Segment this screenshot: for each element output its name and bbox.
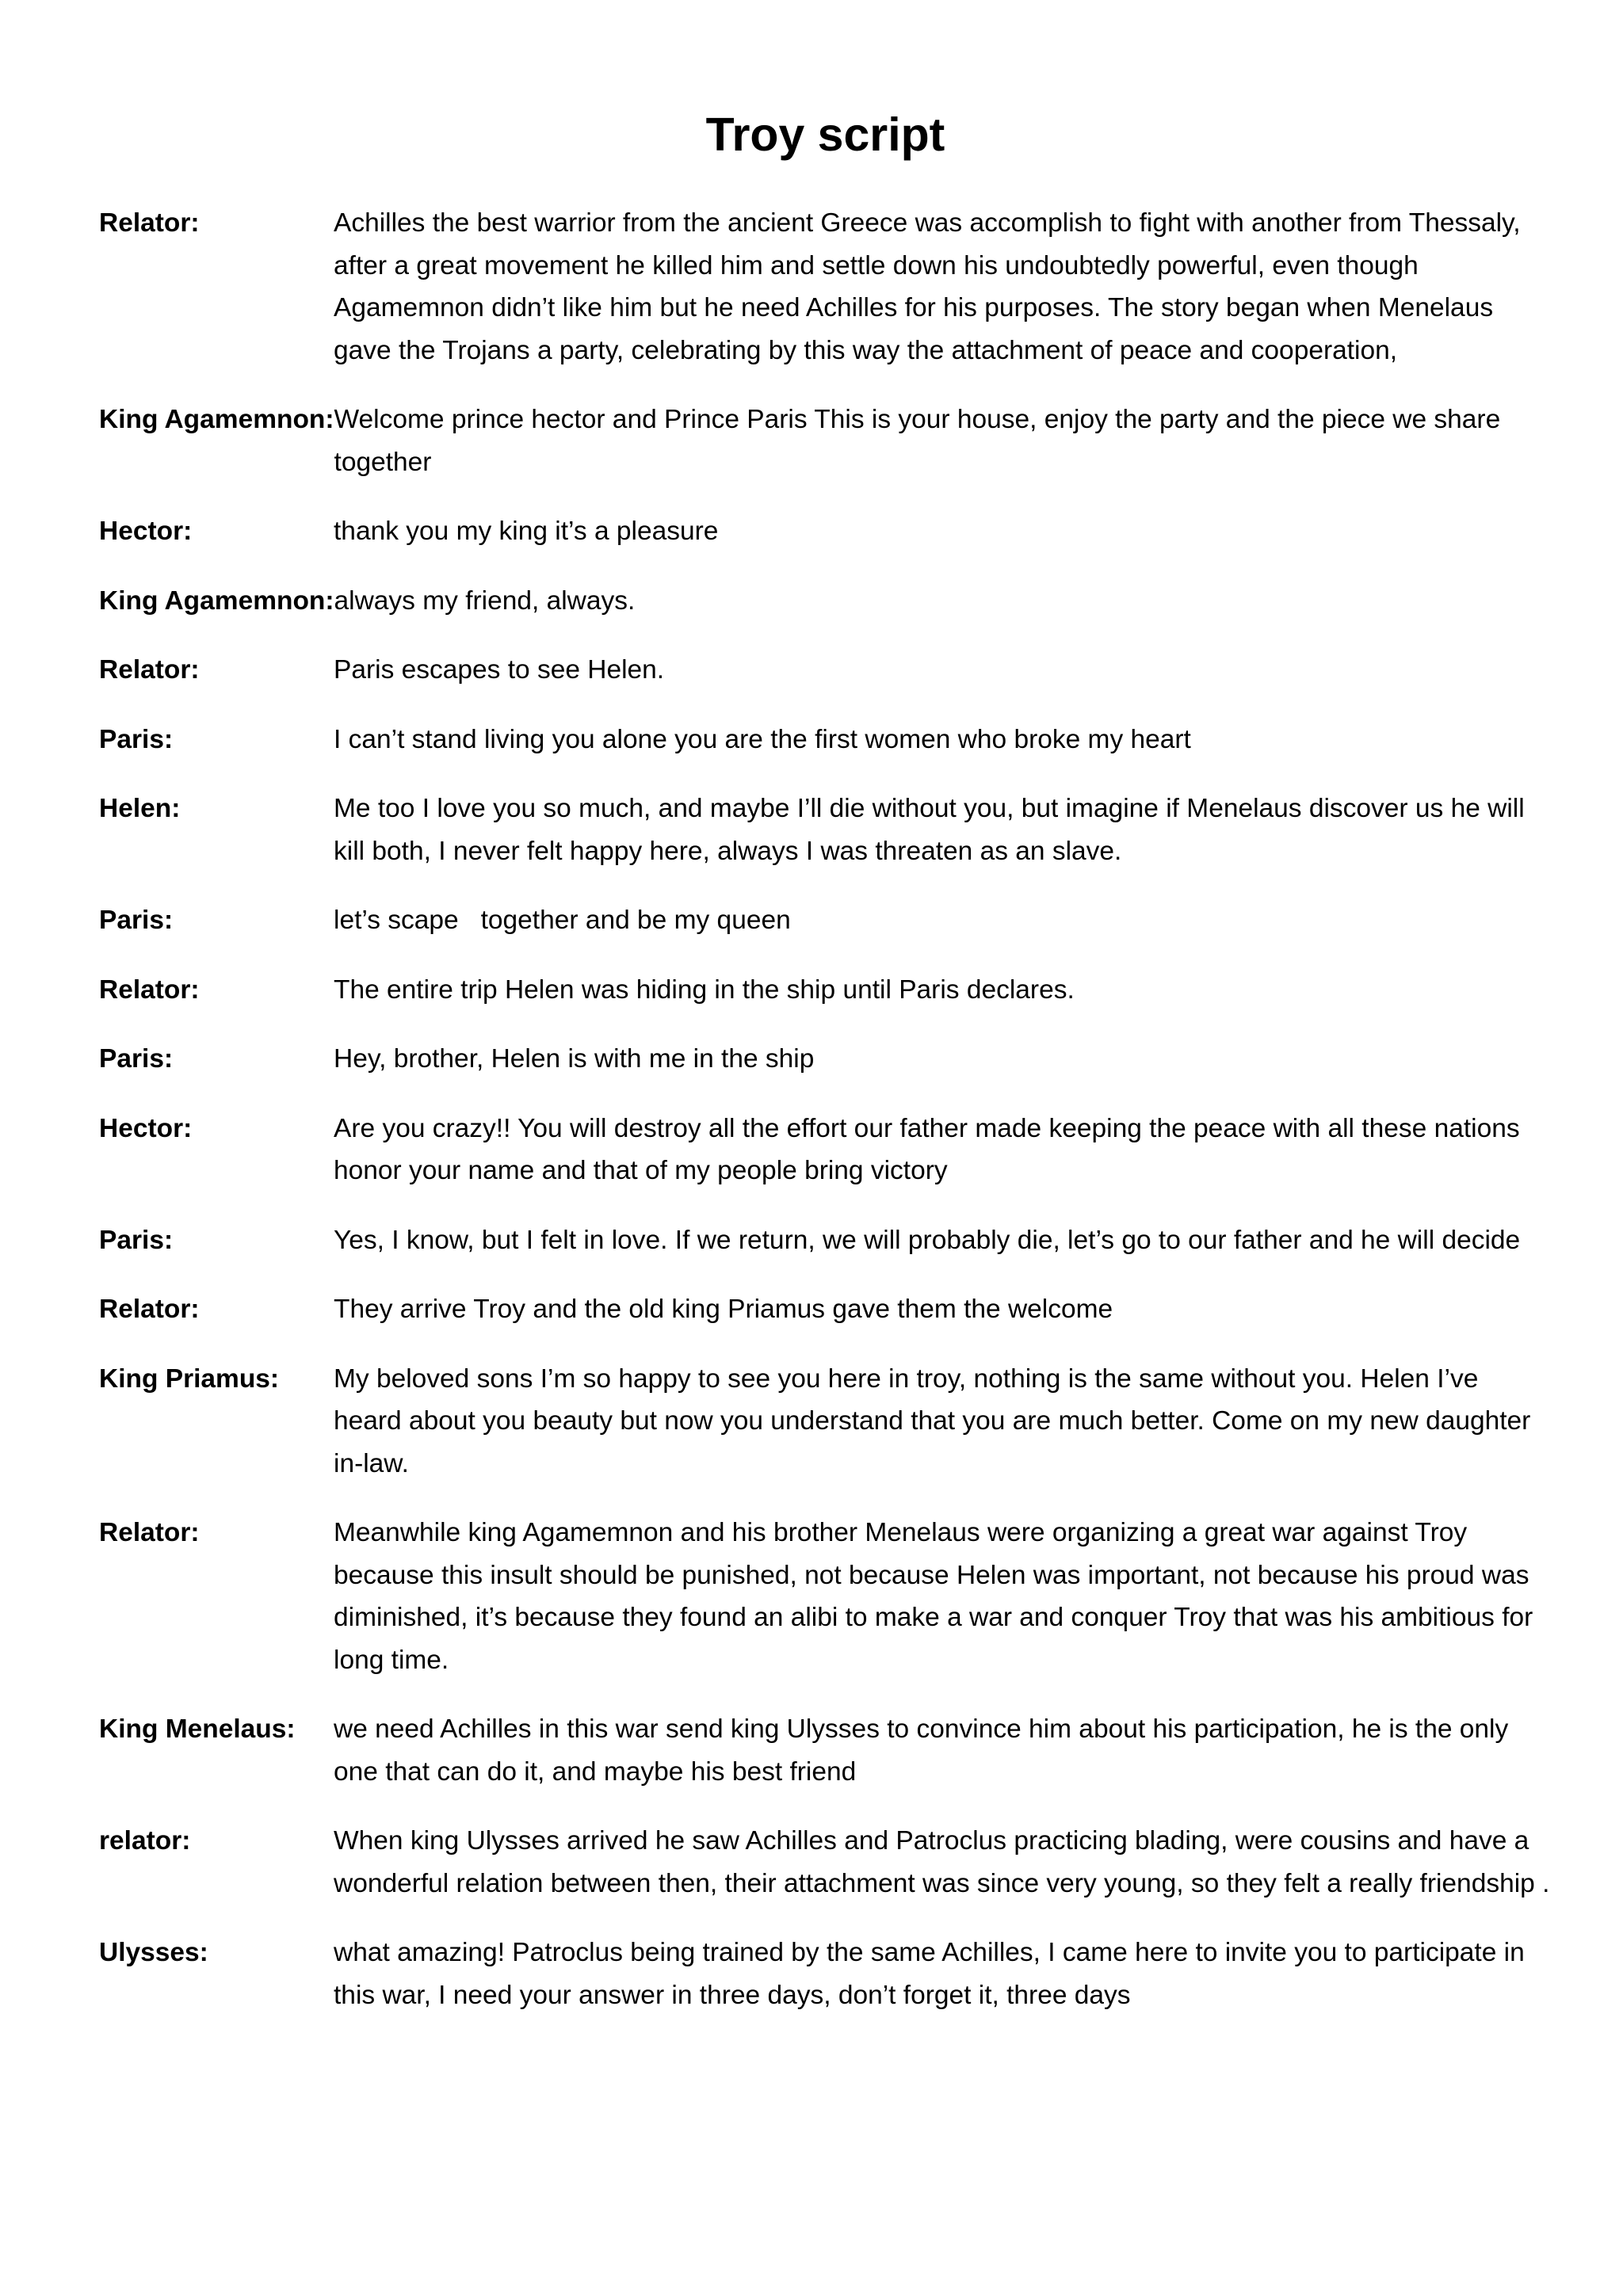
document-title: Troy script xyxy=(705,109,945,161)
script-entry xyxy=(99,399,1552,483)
script-entry xyxy=(99,1932,1552,2016)
speaker-name: King Agamemnon: xyxy=(99,585,334,616)
script-entry xyxy=(99,1038,1552,1081)
script-entry xyxy=(99,1512,1552,1681)
script-entry xyxy=(99,649,1552,692)
script-entry xyxy=(99,1108,1552,1192)
dialogue-line: My beloved sons I’m so happy to see you here in troy, nothing is the same without you. Helen I’ve heard about you beauty but now you understand that you are much better. Come on my new daughter in-law. xyxy=(334,1363,1538,1478)
script-entry xyxy=(99,788,1552,872)
script-entries xyxy=(99,202,1552,2016)
dialogue-line: Welcome prince hector and Prince Paris This is your house, enjoy the party and the piece we share together xyxy=(334,405,1508,477)
dialogue-line: When king Ulysses arrived he saw Achilles and Patroclus practicing blading, were cousins and have a wonderful relation between then, their attachment was since very young, so they felt a really friendship . xyxy=(334,1826,1550,1898)
speaker-name: King Agamemnon: xyxy=(99,405,334,434)
dialogue-line: I can’t stand living you alone you are the first women who broke my heart xyxy=(334,724,1191,754)
script-entry xyxy=(99,1708,1552,1793)
script-entry xyxy=(99,1358,1552,1486)
dialogue-line: we need Achilles in this war send king Ulysses to convince him about his participation, he is the only one that can do it, and maybe his best friend xyxy=(334,1714,1516,1787)
dialogue-line: Are you crazy!! You will destroy all the effort our father made keeping the peace with all these nations honor your name and that of my people bring victory xyxy=(334,1113,1527,1185)
speaker-name: Relator: xyxy=(99,1518,200,1547)
dialogue-line: what amazing! Patroclus being trained by the same Achilles, I came here to invite you to participate in this war, I need your answer in three days, don’t forget it, three days xyxy=(334,1938,1533,2010)
speaker-name: Relator: xyxy=(99,655,200,685)
script-entry xyxy=(99,899,1552,942)
speaker-name: Paris: xyxy=(99,1044,174,1074)
speaker-name: Hector: xyxy=(99,517,193,546)
speaker-name: Relator: xyxy=(99,208,200,238)
script-entry xyxy=(99,580,1552,623)
dialogue-line: They arrive Troy and the old king Priamus gave them the welcome xyxy=(334,1295,1113,1324)
dialogue-line: Paris escapes to see Helen. xyxy=(334,655,665,685)
script-entry xyxy=(99,510,1552,553)
speaker-name: Hector: xyxy=(99,1113,193,1143)
dialogue-line: Meanwhile king Agamemnon and his brother Menelaus were organizing a great war against Troy because this insult should be punished, not because Helen was important, not because his proud was diminished, it’s because they found an alibi to make a war and conquer Troy that was his ambitious for long time. xyxy=(334,1518,1541,1675)
script-entry xyxy=(99,1820,1552,1905)
speaker-name: Relator: xyxy=(99,1295,200,1324)
dialogue-line: Me too I love you so much, and maybe I’ll die without you, but imagine if Menelaus discover us he will kill both, I never felt happy here, always I was threaten as an slave. xyxy=(334,794,1532,866)
script-entry xyxy=(99,719,1552,761)
speaker-name: Ulysses: xyxy=(99,1938,208,1967)
speaker-name: Relator: xyxy=(99,974,200,1005)
script-entry xyxy=(99,202,1552,372)
speaker-name: King Priamus: xyxy=(99,1363,280,1394)
speaker-name: Paris: xyxy=(99,724,174,754)
dialogue-line: Hey, brother, Helen is with me in the ship xyxy=(334,1044,815,1074)
dialogue-line: always my friend, always. xyxy=(334,585,636,616)
dialogue-line: Yes, I know, but I felt in love. If we return, we will probably die, let’s go to our father and he will decide xyxy=(334,1225,1521,1255)
speaker-name: relator: xyxy=(99,1826,191,1855)
dialogue-line: Achilles the best warrior from the ancient Greece was accomplish to fight with another from Thessaly, after a great movement he killed him and settle down his undoubtedly powerful, even though Agamemnon didn’t like him but he need Achilles for his purposes. The story began when Menelaus gave the Trojans a party, celebrating by this way the attachment of peace and cooperation, xyxy=(334,208,1528,365)
dialogue-line: The entire trip Helen was hiding in the ship until Paris declares. xyxy=(334,974,1075,1005)
script-entry xyxy=(99,1288,1552,1331)
speaker-name: Helen: xyxy=(99,794,181,823)
script-entry xyxy=(99,969,1552,1012)
script-entry xyxy=(99,1219,1552,1262)
dialogue-line: thank you my king it’s a pleasure xyxy=(334,517,719,546)
dialogue-line: let’s scape together and be my queen xyxy=(334,906,791,935)
speaker-name: Paris: xyxy=(99,1225,174,1255)
speaker-name: Paris: xyxy=(99,906,174,935)
speaker-name: King Menelaus: xyxy=(99,1714,296,1744)
